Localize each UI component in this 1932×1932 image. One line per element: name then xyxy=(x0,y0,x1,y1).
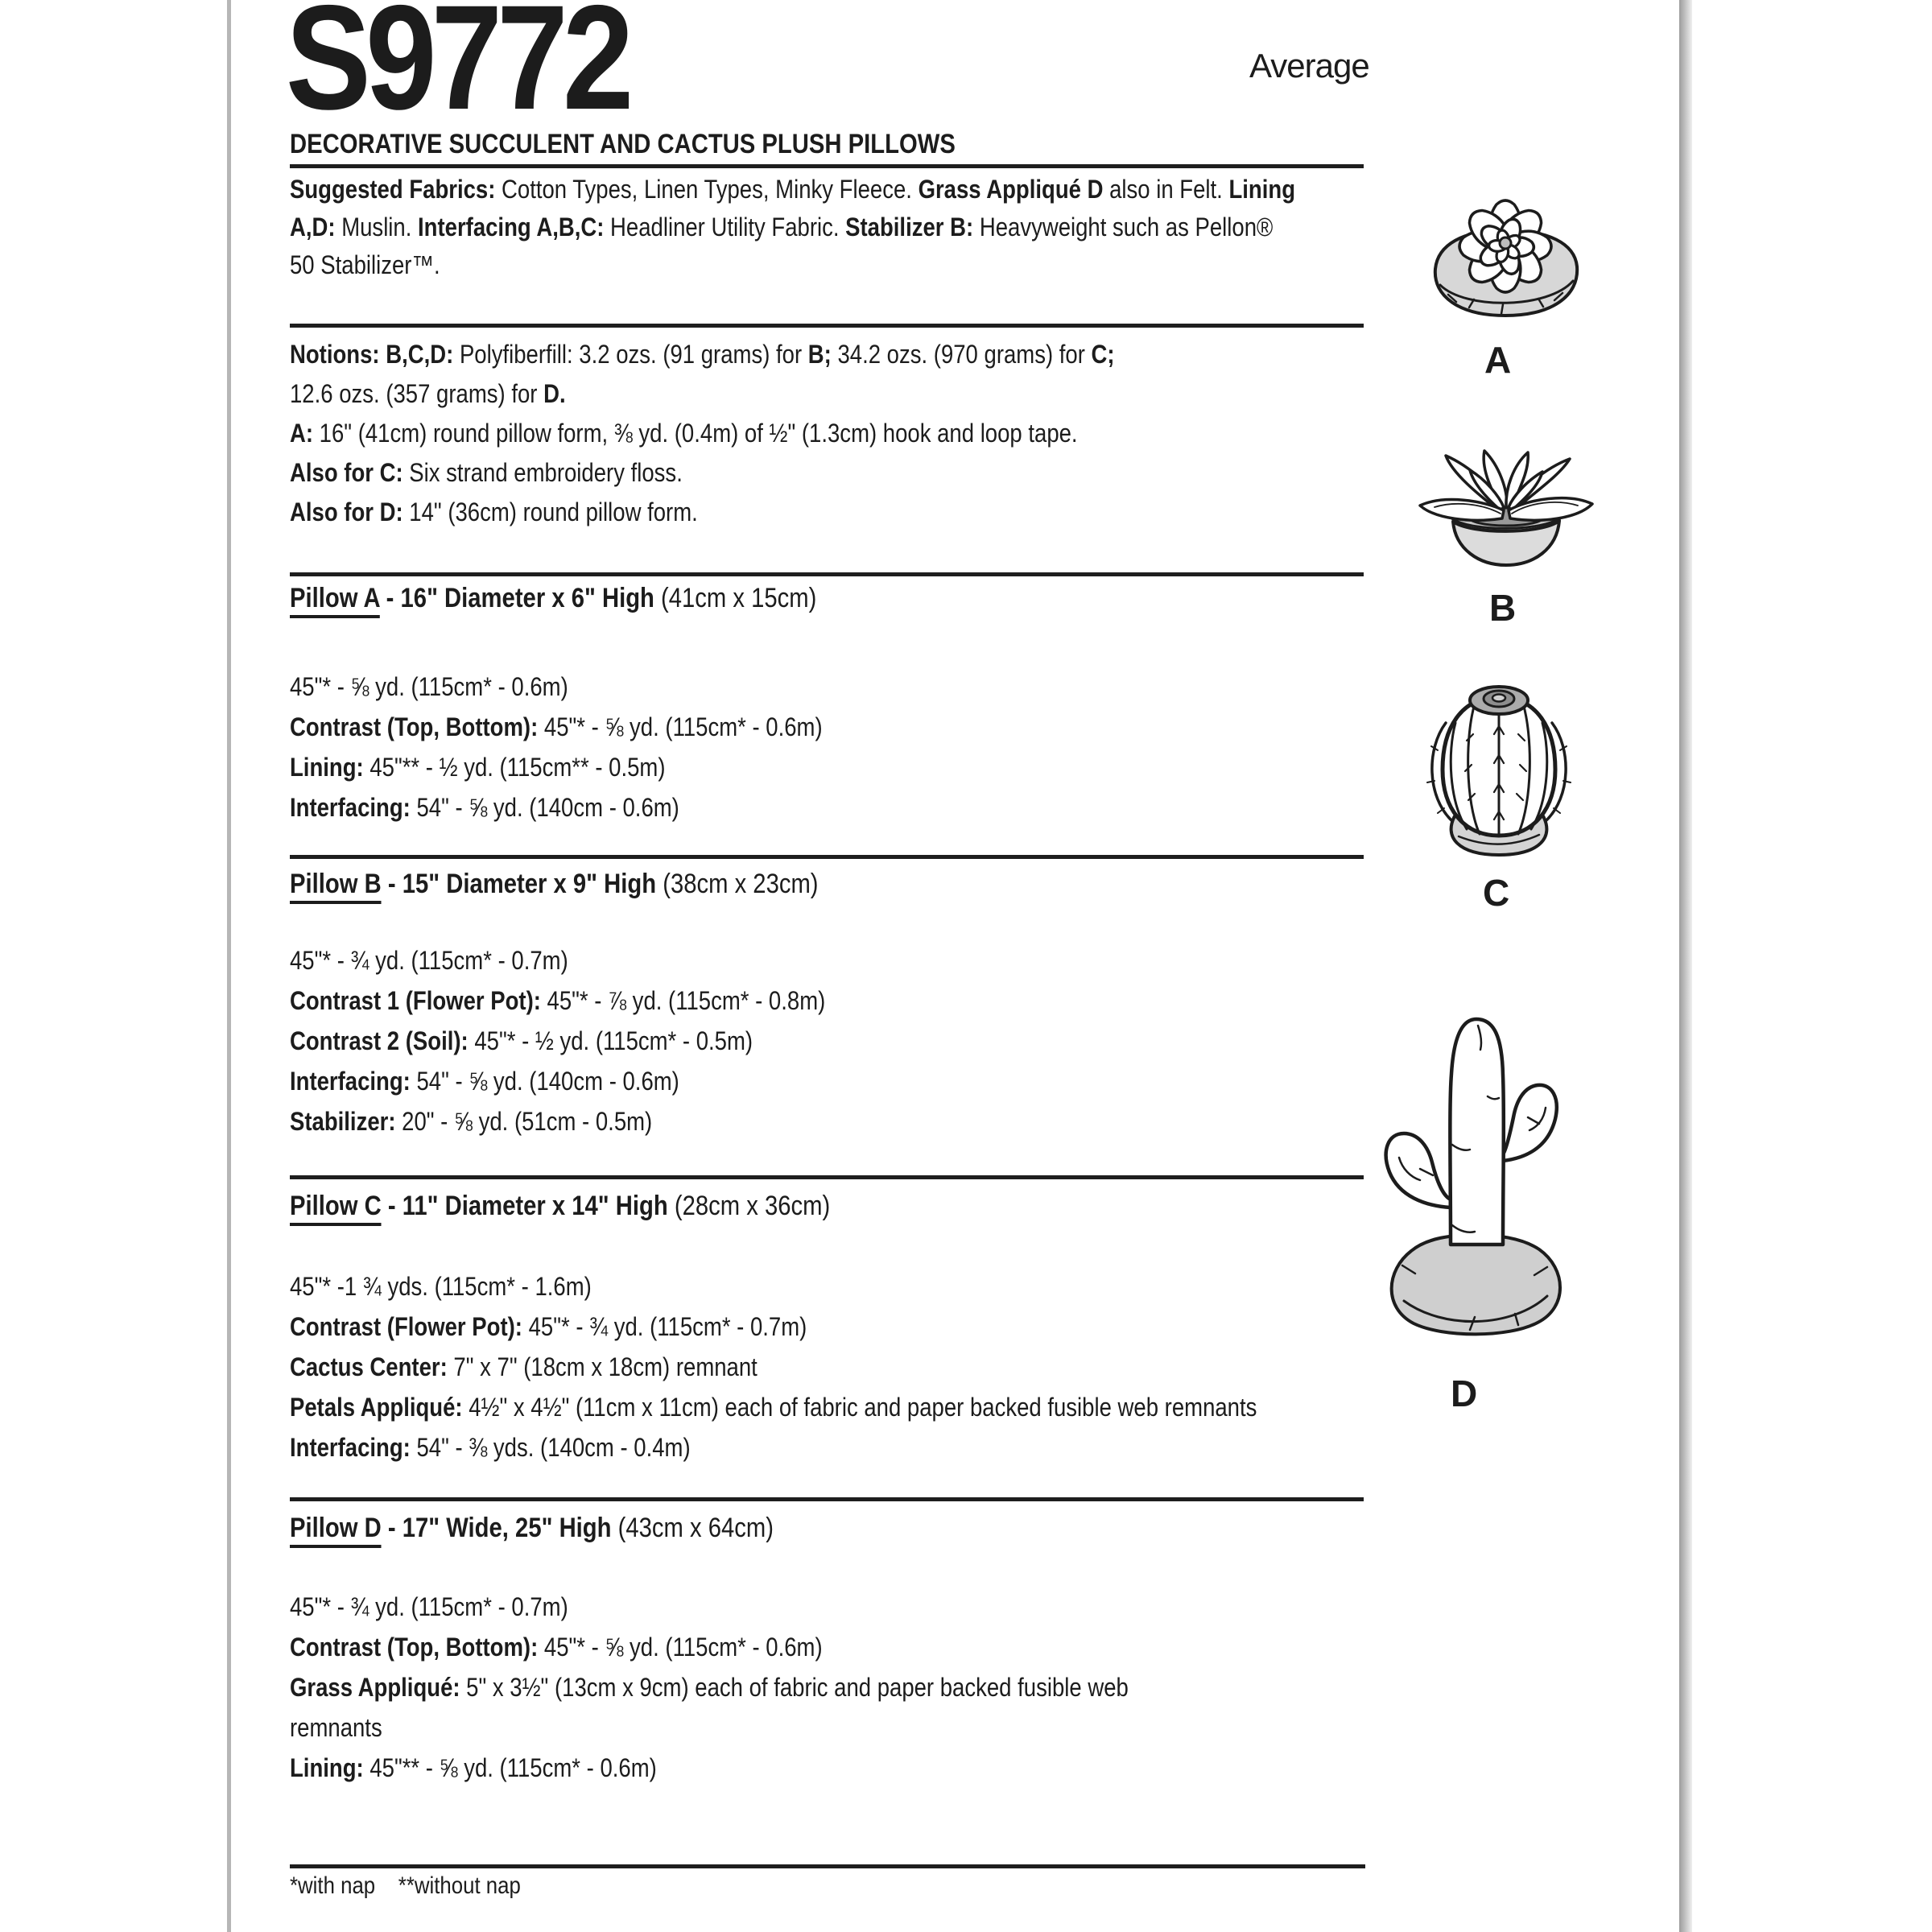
text-line: Also for C: Six strand embroidery floss. xyxy=(290,458,683,487)
text-line: A: 16" (41cm) round pillow form, ⅜ yd. (0.4m) of ½" (1.3cm) hook and loop tape. xyxy=(290,419,1078,448)
barrel-cactus-icon xyxy=(1417,676,1581,871)
text-line: Petals Appliqué: 4½" x 4½" (11cm x 11cm) each of fabric and paper backed fusible web remnants xyxy=(290,1393,1257,1422)
text-line: 45"* - ¾ yd. (115cm* - 0.7m) xyxy=(290,946,568,975)
saguaro-cactus-icon xyxy=(1367,1000,1583,1349)
pillow-c-illustration xyxy=(1417,676,1581,871)
illustration-letter-b: B xyxy=(1489,587,1517,629)
suggested-fabrics-paragraph xyxy=(290,171,1295,284)
pillow-a-heading: Pillow A - 16" Diameter x 6" High (41cm x 15cm) xyxy=(290,578,816,618)
pillow-d-illustration xyxy=(1367,1000,1583,1349)
text-line: Cactus Center: 7" x 7" (18cm x 18cm) remnant xyxy=(290,1352,758,1381)
text-line: 45"* - ⅝ yd. (115cm* - 0.6m) xyxy=(290,672,568,701)
text-line: remnants xyxy=(290,1713,382,1742)
text-line: Interfacing: 54" - ⅝ yd. (140cm - 0.6m) xyxy=(290,1067,679,1096)
text-line: A,D: Muslin. Interfacing A,B,C: Headliner Utility Fabric. Stabilizer B: Heavyweight such as Pellon® xyxy=(290,213,1274,242)
pillow-a-illustration xyxy=(1421,185,1590,326)
text-line: Also for D: 14" (36cm) round pillow form. xyxy=(290,497,698,526)
illustration-letter-d: D xyxy=(1451,1373,1478,1414)
text-line: Grass Appliqué: 5" x 3½" (13cm x 9cm) each of fabric and paper backed fusible web xyxy=(290,1673,1129,1702)
pillow-b-illustration xyxy=(1410,446,1602,576)
spiky-succulent-pot-icon xyxy=(1410,446,1602,576)
text-line: Stabilizer: 20" - ⅝ yd. (51cm - 0.5m) xyxy=(290,1107,653,1136)
illustration-letter-c: C xyxy=(1483,872,1510,914)
pillow-b-heading: Pillow B - 15" Diameter x 9" High (38cm x 23cm) xyxy=(290,864,819,904)
pillow-c-yardage xyxy=(290,1266,1257,1468)
text-column xyxy=(285,0,1425,1932)
pillow-c-heading: Pillow C - 11" Diameter x 14" High (28cm x 36cm) xyxy=(290,1186,830,1226)
text-line: Contrast (Top, Bottom): 45"* - ⅝ yd. (115cm* - 0.6m) xyxy=(290,1633,823,1662)
text-line: Contrast (Top, Bottom): 45"* - ⅝ yd. (115cm* - 0.6m) xyxy=(290,712,823,741)
text-line: Suggested Fabrics: Cotton Types, Linen Types, Minky Fleece. Grass Appliqué D also in Felt. Lining xyxy=(290,175,1296,204)
text-line: Lining: 45"** - ⅝ yd. (115cm* - 0.6m) xyxy=(290,1753,657,1782)
illustration-letter-a: A xyxy=(1484,339,1512,381)
pattern-number: S9772 xyxy=(285,0,629,141)
text-line: Interfacing: 54" - ⅝ yd. (140cm - 0.6m) xyxy=(290,793,679,822)
text-line: 45"* -1 ¾ yds. (115cm* - 1.6m) xyxy=(290,1272,592,1301)
text-line: Lining: 45"** - ½ yd. (115cm** - 0.5m) xyxy=(290,753,666,782)
pillow-b-yardage xyxy=(290,940,825,1141)
difficulty-label: Average xyxy=(1249,47,1369,85)
text-line: Notions: B,C,D: Polyfiberfill: 3.2 ozs. (91 grams) for B; 34.2 ozs. (970 grams) for C; xyxy=(290,340,1115,369)
text-line: Contrast 1 (Flower Pot): 45"* - ⅞ yd. (115cm* - 0.8m) xyxy=(290,986,826,1015)
page-title: DECORATIVE SUCCULENT AND CACTUS PLUSH PILLOWS xyxy=(290,129,956,159)
text-line: 50 Stabilizer™. xyxy=(290,250,440,279)
text-line: 12.6 ozs. (357 grams) for D. xyxy=(290,379,566,408)
notions-paragraph xyxy=(290,335,1115,532)
pillow-a-yardage xyxy=(290,667,823,828)
text-line: Contrast 2 (Soil): 45"* - ½ yd. (115cm* - 0.5m) xyxy=(290,1026,753,1055)
nap-footnote: *with nap **without nap xyxy=(290,1872,521,1899)
succulent-rosette-pillow-icon xyxy=(1421,185,1590,326)
text-line: 45"* - ¾ yd. (115cm* - 0.7m) xyxy=(290,1592,568,1621)
page-left-edge-line xyxy=(227,0,231,1932)
pillow-d-heading: Pillow D - 17" Wide, 25" High (43cm x 64cm) xyxy=(290,1508,774,1548)
text-line: Interfacing: 54" - ⅜ yds. (140cm - 0.4m) xyxy=(290,1433,691,1462)
pillow-d-yardage xyxy=(290,1587,1129,1788)
text-line: Contrast (Flower Pot): 45"* - ¾ yd. (115cm* - 0.7m) xyxy=(290,1312,807,1341)
page-right-edge-shadow xyxy=(1679,0,1692,1932)
